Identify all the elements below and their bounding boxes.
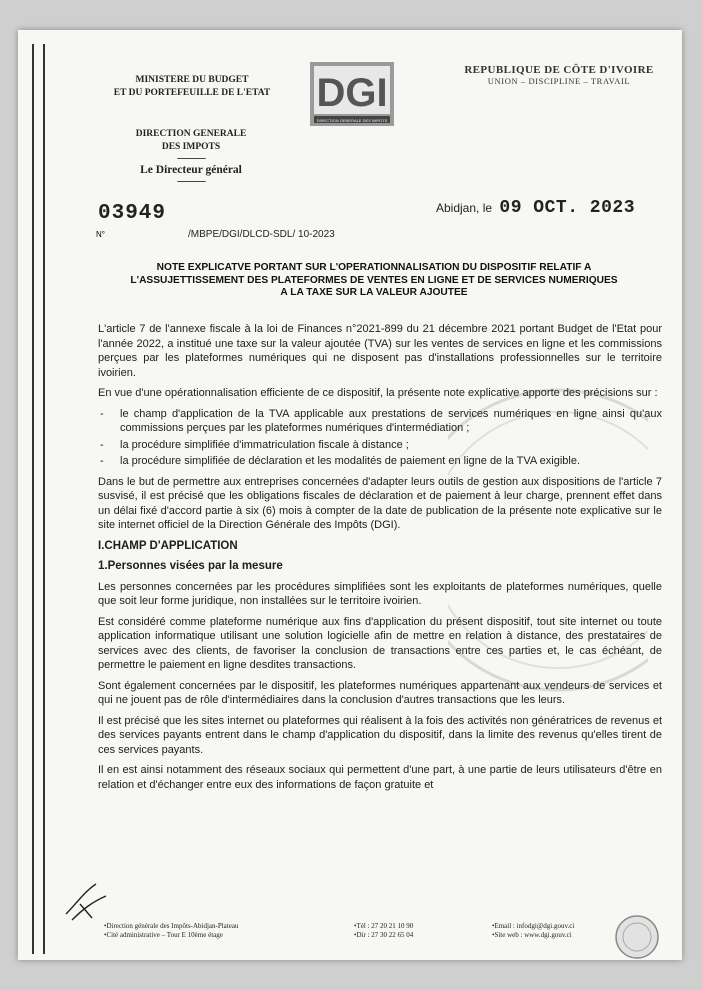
date-stamp: 09 OCT. 2023 — [499, 198, 636, 218]
initials-scribble-icon — [62, 874, 112, 924]
paragraph-8: Il en est ainsi notamment des réseaux sociaux qui permettent d'une part, à une partie de leurs utilisateurs d'être en relation et d'échanger entre eux des informations de façon gratuite et — [98, 764, 662, 791]
paragraph-5: Est considéré comme plateforme numérique aux fins d'application du présent dispositif, tout site internet ou toute application informatique utilisant une solution logicielle afin de mettre en relation à distance, des prestataires de services avec des clients, de favoriser la conclusion de transactions entre ces parties et, le cas échéant, de permettre le paiement en ligne desdites transactions. — [98, 615, 662, 671]
list-item: - la procédure simplifiée de déclaration et les modalités de paiement en ligne de la TVA exigible. — [98, 454, 662, 469]
ministry-line-2: ET DU PORTEFEUILLE DE L'ETAT — [113, 88, 271, 98]
reference-suffix: /MBPE/DGI/DLCD-SDL/ 10-2023 — [188, 229, 335, 240]
subsection-heading: 1.Personnes visées par la mesure — [98, 560, 283, 572]
title-line-3: A LA TAXE SUR LA VALEUR AJOUTEE — [280, 287, 468, 298]
binding-strip — [32, 44, 45, 954]
republic-motto: UNION – DISCIPLINE – TRAVAIL — [487, 76, 631, 86]
list-item: - le champ d'application de la TVA applicable aux prestations de services numériques en ligne ainsi qu'aux commissions perçues par les plateformes numériques d'intermédiation ; — [98, 407, 662, 436]
paragraph-1: L'article 7 de l'annexe fiscale à la loi de Finances n°2021-899 du 21 décembre 2021 portant Budget de l'Etat pour l'année 2022, a institué une taxe sur la valeur ajoutée (TVA) sur les ventes de services en ligne et les commissions perçues par les plateformes numériques qui ne disposent pas d'installations professionnelles sur le territoire ivoirien. — [98, 323, 662, 379]
reference-prefix: N° — [96, 230, 105, 239]
city-label: Abidjan, le — [436, 201, 493, 215]
footer-website: •Site web : www.dgi.gouv.ci — [492, 931, 572, 939]
paragraph-4: Les personnes concernées par les procédures simplifiées sont les exploitants de plateformes numériques, quelle que soit leur forme juridique, non installées sur le territoire ivoirien. — [98, 580, 662, 607]
paragraph-7: Il est précisé que les sites internet ou plateformes qui réalisent à la fois des activités non génératrices de revenus et des services payants entrent dans le champ d'application du dispositif, dans la limite des revenus qu'elles tirent de ces services payants. — [98, 714, 662, 756]
director-title: Le Directeur général — [140, 164, 242, 176]
republic-block — [444, 64, 674, 86]
footer-address-1: •Direction générale des Impôts-Abidjan-Plateau — [104, 922, 239, 930]
list-item: - la procédure simplifiée d'immatriculation fiscale à distance ; — [98, 438, 662, 453]
republic-name: REPUBLIQUE DE CÔTE D'IVOIRE — [464, 64, 654, 76]
section-heading: I.CHAMP D'APPLICATION — [98, 539, 238, 552]
document-page — [18, 30, 682, 960]
note-title — [114, 262, 634, 300]
paragraph-3: Dans le but de permettre aux entreprises concernées d'adapter leurs outils de gestion aux dispositions de l'article 7 susvisé, il est précisé que les obligations fiscales de déclaration et de paiement à leur charge, prennent effet dans un délai fixé d'accord partie à six (6) mois à compter de la date de publication de la présente note explicative sur le site internet officiel de la Direction Générale des Impôts (DGI). — [98, 475, 662, 531]
separator-2: -------------- — [177, 176, 205, 186]
ministry-line-1: MINISTERE DU BUDGET — [135, 75, 249, 85]
title-line-1: NOTE EXPLICATVE PORTANT SUR L'OPERATIONNALISATION DU DISPOSITIF RELATIF A — [156, 262, 592, 273]
dgi-logo-icon — [310, 62, 394, 126]
footer-dir-phone: •Dir : 27 30 22 65 04 — [354, 931, 414, 939]
direction-line-2: DES IMPOTS — [161, 142, 221, 152]
body-text — [98, 322, 662, 798]
paragraph-2: En vue d'une opérationnalisation efficiente de ce dispositif, la présente note explicative apporte des précisions sur : — [98, 387, 658, 399]
footer-phone: •Tél : 27 20 21 10 90 — [354, 922, 414, 930]
title-line-2: L'ASSUJETTISSEMENT DES PLATEFORMES DE VENTES EN LIGNE ET DE SERVICES NUMERIQUES — [130, 274, 618, 286]
reference-number: 03949 — [98, 202, 167, 225]
direction-block — [106, 128, 276, 185]
paragraph-6: Sont également concernées par le dispositif, les plateformes numériques appartenant aux vendeurs de services et qui ne jouent pas de rôle d'intermédiaires dans la conclusion d'autres transactions que les leurs. — [98, 679, 662, 706]
logo-text: DGI — [316, 71, 388, 115]
separator-1: -------------- — [177, 153, 205, 163]
seal-stamp-icon — [614, 914, 660, 960]
logo-caption: DIRECTION GENERALE DES IMPOTS — [316, 118, 388, 123]
ministry-block — [82, 74, 302, 100]
footer-email: •Email : infodgi@dgi.gouv.ci — [492, 922, 575, 930]
footer-address-2: •Cité administrative – Tour E 10ème étage — [104, 931, 223, 939]
date-line — [436, 198, 635, 218]
scope-list — [98, 407, 662, 469]
direction-line-1: DIRECTION GENERALE — [135, 129, 247, 139]
